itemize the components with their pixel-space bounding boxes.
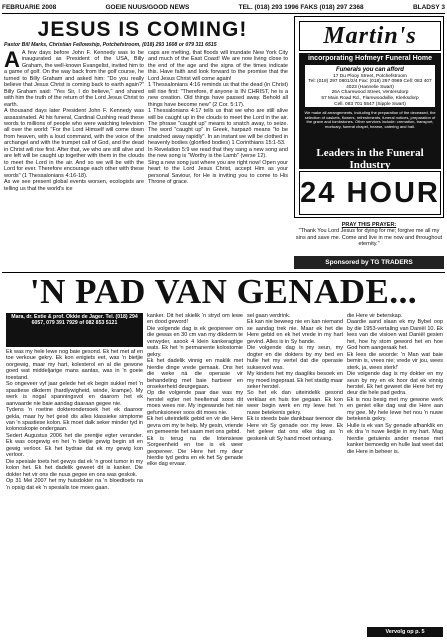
article2-paragraph: Ek het uiteindelik gebid en vir die Here gevra om my te help. My gesin, vriende en gemeente het saam met ons gebid.	[147, 416, 243, 436]
ad-address-box	[305, 65, 435, 107]
article2-column-3	[247, 313, 343, 638]
ad-banner: Leaders in the Funeral Industry	[316, 147, 424, 171]
article1-column-2	[148, 50, 288, 268]
article2-paragraph: Ek is terug na die Intensiewe Sorgeenheid en toe is ek weer geopereer. Die Here het my deur hierdie tyd gedra en ek het Sy genade elke dag ervaar.	[147, 435, 243, 468]
article2-paragraph: Daardie aand slaan ek my Bybel oop by die 1953-vertaling van Daniël 10. Ek lees van die visioen wat Daniël gesien het, hoe hy stom geword het en hoe God hom aangeraak het.	[347, 319, 443, 352]
ad-arrow-text: incorporating Hofmeyr Funeral Home	[307, 55, 433, 62]
article2-paragraph: Hulle is ek van Sy genade afhanklik en ek dra 'n nuwe liedjie in my hart. Mag hierdie getuienis ander mense met kanker bemoedig en hulle laat weet dat die Here in beheer is.	[347, 422, 443, 455]
article1-paragraph: Sing a new song just where you are right now! Open your heart to the Lord Jesus Christ, accept Him as your personal Saviour, for He is inviting you to come to His Throne of grace.	[148, 159, 288, 186]
article2-paragraph: Ek lees die woorde: 'n Man wat baie bemin is, vrees nie; vrede vir jou, wees sterk, ja, wees sterk!'	[347, 351, 443, 371]
prayer-text: "Thank You Lord Jesus for dying for me; forgive me all my sins and save me. Come and live in me now and throughout eternity."	[295, 228, 443, 248]
ad-branch: 26A Charnwood Street, Ventersdorp	[331, 90, 409, 96]
article2-paragraph: Ek was my hele lewe nog baie gesond. Ek het met af en toe verkoue gekry. Ek kon enigiets eet, was 'n bietjie oorgewig, maar my hart, kolesterol en al die gewone goed wat middeljarige mans aantas, was in 'n goeie toestand.	[6, 349, 143, 381]
sponsor-bar: Sponsored by TG TRADERS	[294, 256, 444, 269]
article1-paragraph: caps are melting, that floods will inundate New York City and much of the East Coast! We are now living close to the end of the age and the signs of the times indicate this. Have faith and look forward to the promise that the Lord Jesus Christ will come again!	[148, 50, 288, 82]
martins-logo: Martin's	[299, 21, 441, 51]
article2-paragraph: Die volgende dag is my seun, my dogter en die dokters by my bed en hulle het my vertel dat die operasie suksesvol was.	[247, 345, 343, 371]
ad-branch: Cell. 083 701 5547 (Sipple Swart)	[334, 101, 406, 107]
funeral-advertisement	[294, 16, 444, 218]
article2-paragraph: Sedert Augustus 2006 het die prentjie egter verander. Ek was oorgewig en het 'n bietjie gewig begin sit en gewig verloor. Ek het bydrae dat ek my gewig kon verloor.	[6, 432, 143, 459]
ad-details-panel	[299, 53, 441, 169]
article2-paragraph: Die volgende dag is ek geopereer om die gewas en 30 cm van my dikderm te verwyder, asook 4 klein kankeragtige wats. Ek het 'n permanente kolostomie gekry.	[147, 325, 243, 358]
article-title-jesus-coming: JESUS IS COMING!	[37, 18, 248, 41]
article2-paragraph: Ek het dadelik vinnig en maklik met hierdie dinge vrede gemaak. Ons het die weke ná die operasie vir behandeling met baie hartseer en onsekerheid deurgegaan.	[147, 358, 243, 390]
article1-paragraph: A A few days before John F. Kennedy was to be inaugurated as President of the USA, Billy Graham, the well-known Evangelist, invited him to a game of golf. On the way back from the golf course, he turned to Billy Graham and asked him: "Do you really believe that Jesus Christ is coming back to earth again?" Billy Graham said: "Yes Sir, I do believe," and shared with him the truth of the return of the Lord Jesus Christ to earth.	[4, 50, 144, 108]
ad-address: 17 Du Plooy Street, Potchefstroom	[333, 73, 407, 79]
article2-paragraph: Ek is steeds baie dankbaar teenoor die Here vir Sy genade oor my lewe. Ek het geleer dat ons elke dag as 'n geskenk uit Sy hand moet ontvang.	[247, 416, 343, 442]
page-number: BLADSY 3	[412, 4, 445, 11]
article2-paragraph: sel gaan verdrink.	[247, 313, 291, 319]
article2-paragraph: My kinders het my daagliks besoek en my moed ingepraat. Ek het stadig maar seker herstel.	[247, 371, 343, 390]
publication-name: GOEIE NUUS/GOOD NEWS	[105, 4, 190, 11]
article-byline: Pastor Bill Marks, Christian Fellowship, Potchefstroom, (018) 293 1608 or 079 311 6515	[4, 42, 217, 48]
article1-column-1	[4, 50, 144, 268]
article2-paragraph: Ek is nou besig met my gewone werk en geniet elke dag wat die Here aan my gee. My hele lewe het nou 'n nuwe betekenis gekry.	[347, 396, 443, 423]
article2-column-4	[347, 313, 443, 625]
ad-phones: Tel: (018) 297 0801/2/4 Fax: (018) 297 0969 Cell: 083 407 4023 (Hannelie Swart)	[308, 79, 432, 90]
prayer-title: PRAY THIS PRAYER:	[341, 222, 397, 228]
article2-paragraph: Ek kan nie beweeg nie en kan niemand se aandag trek nie. Maar ek het die Here gebid en ek het vrede in my hart gevind. Alles is in Sy hande.	[247, 319, 343, 345]
article2-column-2	[147, 313, 243, 638]
article2-paragraph: So het ek dan uiteindelik gesond verklaar en huis toe gegaan. Ek kon weer begin werk en my lewe het 'n nuwe betekenis gekry.	[247, 390, 343, 416]
author-info-box: Mara, dr. Estie & prof. Okkie de Jager. Tel. (018) 294 6057, 079 391 7929 of 082 853 5121	[6, 313, 143, 347]
continued-on-page-label: Vervolg op p. 5	[367, 627, 443, 637]
article2-paragraph: Op die volgende paar dae was my herstel egter net heeltemal soos dit moes wees nie. My ingewande het nie gefunksioneer soos dit moes nie.	[147, 390, 243, 416]
article2-paragraph: Die spesiale toets het gewys dat ek 'n groot tumor in my kolon het. Ek het dadelik geweet dit is kanker. Die dokter het vir ons die nuus gegee en ons was geskok.	[6, 458, 143, 478]
ad-branch: 57 Main Road Rd., Flamwoodville, Klerksdorp	[321, 95, 419, 101]
article2-paragraph: Die volgende dag is my dokter en my seun by my en ek hoor dat ek vinnig herstel. Ek het geweet die Here het my deur die hele pad gedra.	[347, 371, 443, 397]
issue-date: FEBRUARIE 2008	[2, 4, 57, 11]
ad-24-hour: 24 HOUR	[299, 171, 441, 215]
article2-column-1	[6, 349, 143, 638]
article1-paragraph: In Revelation 5:9 we read that they sang a new song and the new song is "Worthy is the Lamb" (verse 12).	[148, 146, 288, 160]
article1-paragraph: As we see present global events worsen, ecologists are telling us that the world's ice	[4, 179, 144, 192]
article2-paragraph: So ongeveer vyf jaar gelede het ek begin sukkel met 'n spastiese dikderm (hardlywigheid, winde, krampe). My werk is nogal spanningsvol en daarom het ek aanvaarde nie baie aandag daaraan gegee nie.	[6, 381, 143, 407]
page-header	[2, 2, 445, 14]
contact-numbers: TEL. (018) 293 1996 FAKS (018) 297 2368	[238, 4, 364, 11]
article2-paragraph: kanker. Dit het skielik 'n stryd om lewe en dood geword!	[147, 313, 243, 326]
article1-paragraph: A thousand days later President John F. Kennedy was assassinated. At his funeral, Cardinal Cushing read these words to millions of people who were watching television all over the world: "For the Lord Himself will come down from heaven, with a loud command, with the voice of the archangel and with the trumpet call of God, and the dead in Christ will rise first. After that, we who are still alive and are left will be caught up together with them in the clouds to meet the Lord in the air. And so we will be with the Lord for ever. Therefore encourage each other with these words" (1 Thessalonians 4:16-18).	[4, 108, 144, 179]
article1-paragraph: 1 Thessalonians 4:17 tells us that we who are still alive will be caught up in the clouds to meet the Lord in the air. The phrase "caught up" means to snatch away, to seize. The word "caught up" in Greek, harpazō means "to be snatched away rapidly". In an instant we will be clothed in heavenly bodies (glorified bodies) 1 Corinthians 15:1-53.	[148, 108, 288, 147]
ad-tagline: Funerals you can afford	[336, 67, 404, 73]
article2-paragraph: Op 31 Mei 2007 het my huisdokter na 'n bloedtoets na 'n opsig dat ek 'n spesialis toe moes gaan.	[6, 478, 143, 491]
ad-services: We make all arrangements, including the preparation of the deceased, the selection of caskets, flowers, refreshments, funeral notices, preparation of the grave and tombstones. Other services include: cremation, transport, mortuary, funeral chapel, hearse, catering and hall.	[304, 110, 436, 129]
article-title-pad-van-genade: 'N PAD VAN GENADE...	[2, 272, 445, 310]
article2-paragraph: die Here vir beterskap.	[347, 313, 403, 319]
article2-paragraph: Tydens 'n roetine dokterondersoek het ek daaroor gekla, maar hy het gesê dis alles klassieke simptome van 'n spastiese kolon. Ek moet dalk seker minder tyd in kolonoskopie ondergaan.	[6, 407, 143, 433]
prayer-box	[294, 222, 444, 248]
article1-paragraph: 1 Thessalonians 4:16 reminds us that the dead (in Christ) will rise first: "Therefore, if anyone is IN CHRIST, he is a new creation. Old things have passed away. Behold all things have become new" (2 Cor. 5:17).	[148, 82, 288, 108]
